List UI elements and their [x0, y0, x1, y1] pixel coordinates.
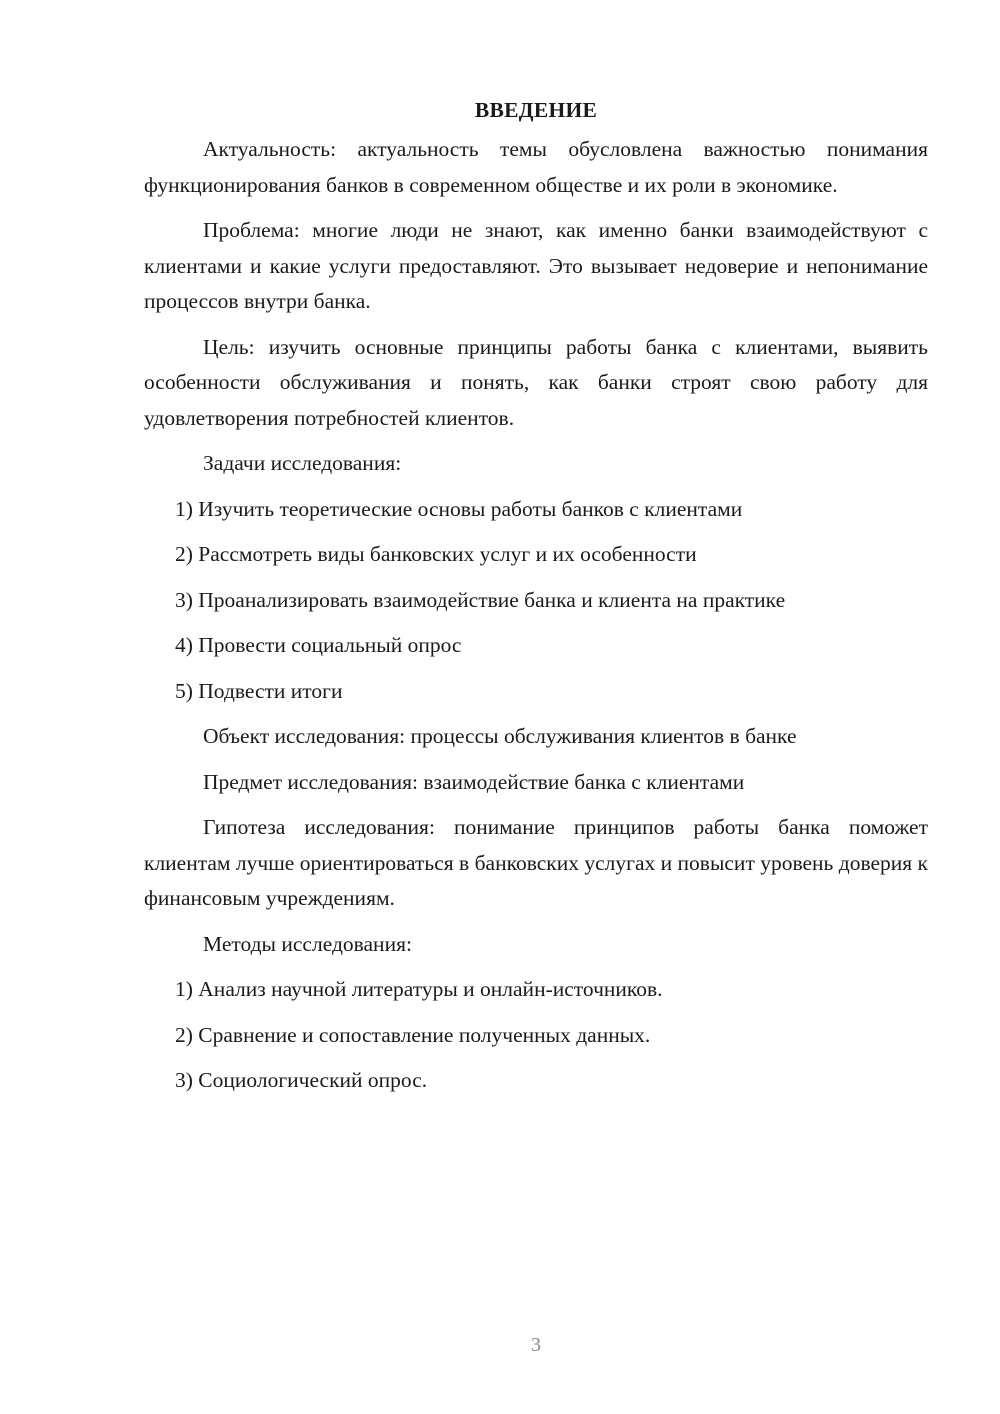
- task-item-4: 4) Провести социальный опрос: [175, 633, 462, 657]
- task-item-3: 3) Проанализировать взаимодействие банка и клиента на практике: [175, 587, 786, 612]
- object-paragraph: Объект исследования: процессы обслуживания клиентов в банке: [203, 724, 797, 748]
- task-item-1: 1) Изучить теоретические основы работы банков с клиентами: [175, 496, 743, 521]
- task-item-2: 2) Рассмотреть виды банковских услуг и их особенности: [175, 542, 697, 566]
- subject-paragraph: Предмет исследования: взаимодействие банка с клиентами: [203, 769, 745, 794]
- goal-paragraph: Цель: изучить основные принципы работы банка с клиентами, выявить особенности обслуживания и понять, как банки строят свою работу для удовлетворения потребностей клиентов.: [144, 334, 928, 430]
- methods-label: Методы исследования:: [203, 931, 412, 956]
- section-heading: ВВЕДЕНИЕ: [474, 98, 598, 122]
- method-item-3: 3) Социологический опрос.: [175, 1068, 428, 1092]
- hypothesis-paragraph: Гипотеза исследования: понимание принципов работы банка поможет клиентам лучше ориентироваться в банковских услугах и повысит уровень доверия к финансовым учреждениям.: [144, 815, 928, 910]
- document-page: [144, 92, 928, 1109]
- page-number: 3: [531, 1334, 541, 1356]
- problem-paragraph: Проблема: многие люди не знают, как именно банки взаимодействуют с клиентами и какие услуги предоставляют. Это вызывает недоверие и непонимание процессов внутри банка.: [144, 218, 928, 313]
- tasks-label: Задачи исследования:: [203, 451, 402, 475]
- relevance-paragraph: Актуальность: актуальность темы обусловлена важностью понимания функционирования банков в современном обществе и их роли в экономике.: [144, 137, 928, 197]
- task-item-5: 5) Подвести итоги: [175, 678, 343, 703]
- method-item-1: 1) Анализ научной литературы и онлайн-источников.: [175, 977, 663, 1001]
- method-item-2: 2) Сравнение и сопоставление полученных данных.: [175, 1022, 651, 1047]
